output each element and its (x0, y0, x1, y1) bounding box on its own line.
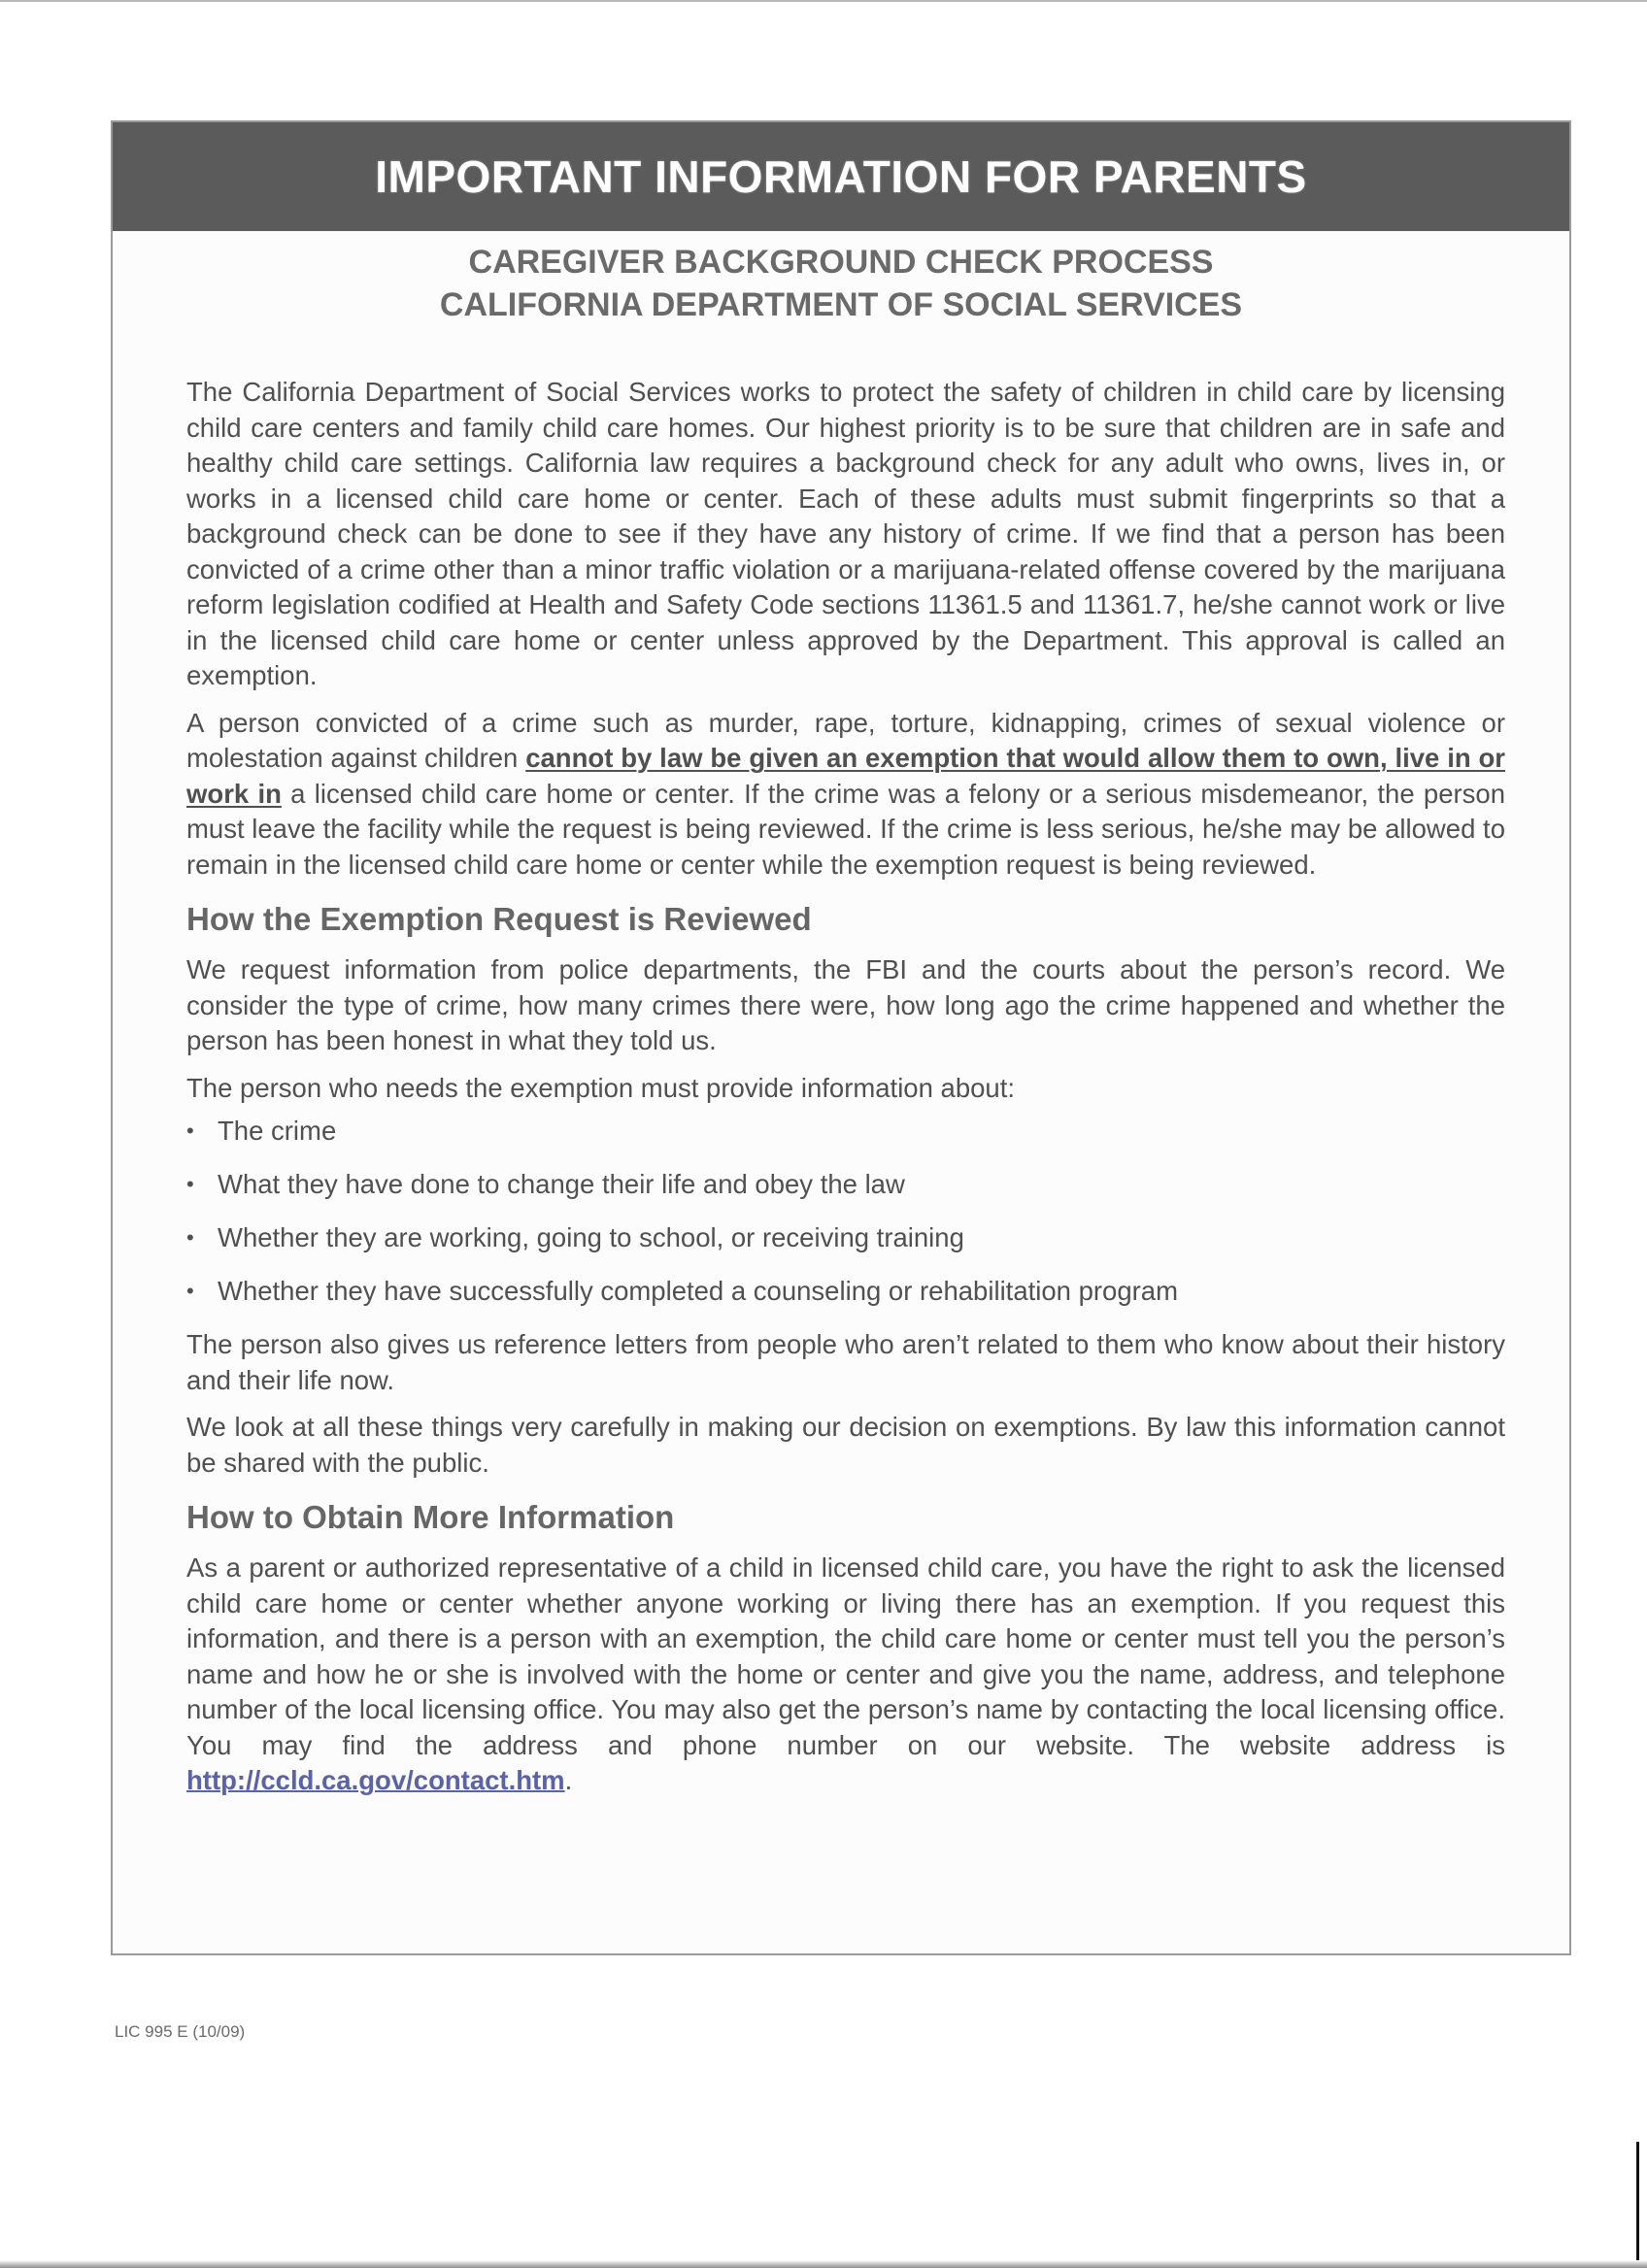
subheading-line-2: CALIFORNIA DEPARTMENT OF SOCIAL SERVICES (439, 286, 1243, 323)
list-item (186, 1167, 1505, 1202)
intro-paragraph-1: The California Department of Social Services works to protect the safety of children in child care by licensing child care centers and family child care homes. Our highest priority is to be sure that children are in safe and healthy child care settings. California law requires a background check for any adult who owns, lives in, or works in a licensed child care home or center. Each of these adults must submit fingerprints so that a background check can be done to see if they have any history of crime. If we find that a person has been convicted of a crime other than a minor traffic violation or a marijuana-related offense covered by the marijuana reform legislation codified at Health and Safety Code sections 11361.5 and 11361.7, he/she cannot work or live in the licensed child care home or center unless approved by the Department. This approval is called an exemption. (186, 377, 1505, 690)
subheading-line-1: CAREGIVER BACKGROUND CHECK PROCESS (468, 244, 1214, 281)
contact-link[interactable]: http://ccld.ca.gov/contact.htm (186, 1765, 565, 1795)
scan-right-edge (1636, 2142, 1639, 2268)
bullet-icon: • (186, 1225, 194, 1250)
exemption-restriction-emphasis: cannot by law be given an exemption that would allow them to own, live in or work in (186, 743, 1506, 809)
intro-paragraph-2-start: A person convicted of a crime such as murder, rape, torture, kidnapping, crimes of sexual violence or molestation against children (186, 707, 1505, 773)
list-item-text: The crime (218, 1116, 337, 1146)
info-section-heading: How to Obtain More Information (186, 1499, 675, 1535)
review-section-heading: How the Exemption Request is Reviewed (186, 901, 812, 937)
list-item (186, 1114, 1505, 1149)
scan-top-edge (0, 0, 1647, 2)
banner-title: IMPORTANT INFORMATION FOR PARENTS (375, 151, 1307, 202)
subheading (113, 241, 1569, 326)
bullet-icon: • (186, 1279, 194, 1303)
notice-box (111, 120, 1571, 1955)
review-paragraph-3: The person also gives us reference letters from people who aren’t related to them who know about their history and their life now. (186, 1329, 1505, 1395)
requirements-list (186, 1114, 1505, 1309)
form-id: LIC 995 E (10/09) (115, 2022, 246, 2041)
intro-paragraph-2 (186, 706, 1505, 884)
review-paragraph-2: The person who needs the exemption must provide information about: (186, 1072, 1015, 1103)
list-item-text: What they have done to change their life and obey the law (218, 1169, 905, 1199)
list-item (186, 1220, 1505, 1255)
info-paragraph-text: As a parent or authorized representative of a child in licensed child care, you have the right to ask the licensed child care home or center whether anyone working or living there has an exemption. If you request this information, and there is a person with an exemption, the child care home or center must tell you the person’s name and how he or she is involved with the home or center and give you the name, address, and telephone number of the local licensing office. You may also get the person’s name by contacting the local licensing office. You may find the address and phone number on our website. The website address is (186, 1552, 1505, 1760)
bullet-icon: • (186, 1118, 194, 1143)
review-paragraph-1: We request information from police departments, the FBI and the courts about the person’s record. We consider the type of crime, how many crimes there were, how long ago the crime happened and whether the person has been honest in what they told us. (186, 954, 1505, 1055)
list-item-text: Whether they have successfully completed a counseling or rehabilitation program (218, 1276, 1178, 1306)
info-paragraph (186, 1551, 1505, 1799)
document-body (186, 375, 1505, 1799)
list-item (186, 1274, 1505, 1309)
banner (113, 122, 1569, 231)
scan-bottom-edge (0, 2260, 1647, 2268)
list-item-text: Whether they are working, going to school, or receiving training (218, 1222, 964, 1252)
info-paragraph-trailing: . (564, 1765, 573, 1795)
review-paragraph-4: We look at all these things very carefully in making our decision on exemptions. By law this information cannot be shared with the public. (186, 1412, 1505, 1478)
intro-paragraph-2-end: a licensed child care home or center. If the crime was a felony or a serious misdemeanor, the person must leave the facility while the request is being reviewed. If the crime is less serious, he/she may be allowed to remain in the licensed child care home or center while the exemption request is being reviewed. (186, 778, 1505, 880)
bullet-icon: • (186, 1172, 194, 1196)
